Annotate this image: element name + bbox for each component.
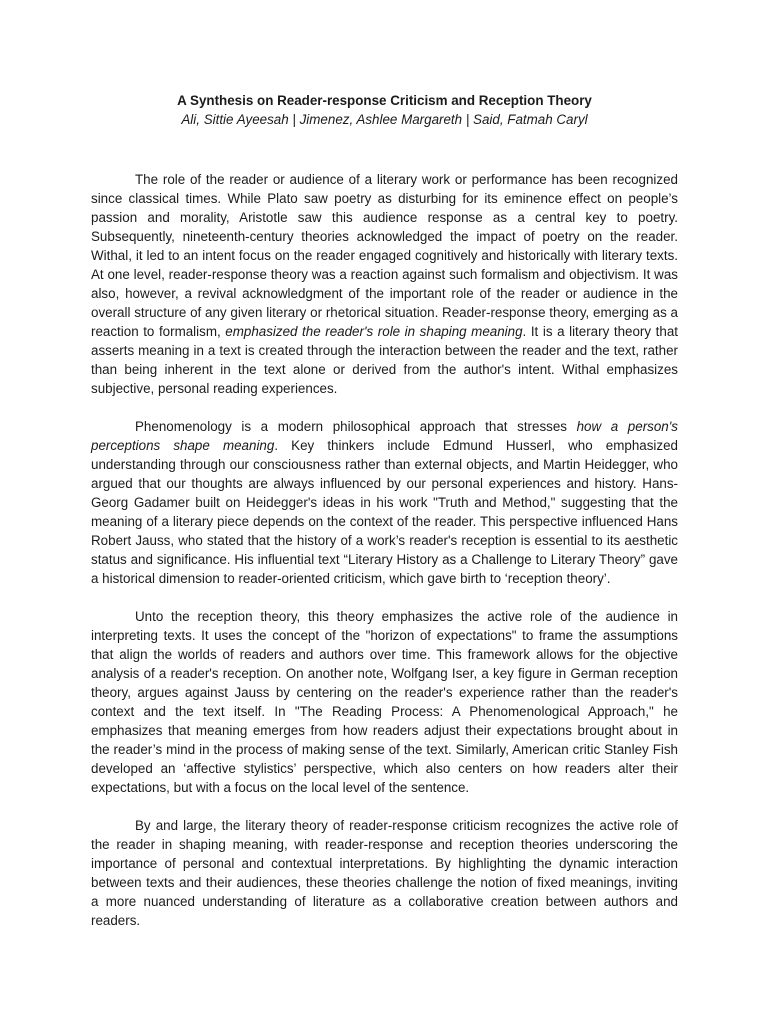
paragraph-text: The role of the reader or audience of a literary work or performance has been recognized since classical times. While Plato saw poetry as disturbing for its eminence effect on people’s passion and morality, Aristotle saw this audience response as a central key to poetry. Subsequently, nineteenth-century theories acknowledged the impact of poetry on the reader. Withal, it led to an intent focus on the reader engaged cognitively and historically with literary texts. At one level, reader-response theory was a reaction against such formalism and objectivism. It was also, however, a revival acknowledgment of the important role of the reader or audience in the overall structure of any given literary or rhetorical situation. Reader-response theory, emerging as a reaction to formalism, [91, 172, 678, 339]
paragraph-reception-theory: Unto the reception theory, this theory emphasizes the active role of the audience in interpreting texts. It uses the concept of the "horizon of expectations" to frame the assumptions that align the worlds of readers and authors over time. This framework allows for the objective analysis of a reader's reception. On another note, Wolfgang Iser, a key figure in German reception theory, argues against Jauss by centering on the reader's experience rather than the reader's context and the text itself. In "The Reading Process: A Phenomenological Approach," he emphasizes that meaning emerges from how readers adjust their expectations brought about in the reader’s mind in the process of making sense of the text. Similarly, American critic Stanley Fish developed an ‘affective stylistics’ perspective, which also centers on how readers alter their expectations, but with a focus on the local level of the sentence. [91, 609, 678, 795]
paragraph-reader-response [91, 170, 678, 398]
paragraph-phenomenology [91, 417, 678, 588]
paragraph-text: Phenomenology is a modern philosophical approach that stresses [135, 419, 577, 434]
document-authors: Ali, Sittie Ayeesah | Jimenez, Ashlee Margareth | Said, Fatmah Caryl [181, 112, 588, 127]
paragraph-text: . It is a literary theory that asserts meaning in a text is created through the interaction between the reader and the text, rather than being inherent in the text alone or derived from the author's intent. Withal emphasizes subjective, personal reading experiences. [91, 324, 678, 396]
paragraph-text: . Key thinkers include Edmund Husserl, who emphasized understanding through our consciousness rather than external objects, and Martin Heidegger, who argued that our thoughts are always influenced by our personal experiences and history. Hans-Georg Gadamer built on Heidegger's ideas in his work "Truth and Method," suggesting that the meaning of a literary piece depends on the context of the reader. This perspective influenced Hans Robert Jauss, who stated that the history of a work’s reader's reception is essential to its aesthetic status and significance. His influential text “Literary History as a Challenge to Literary Theory” gave a historical dimension to reader-oriented criticism, which gave birth to ‘reception theory’. [91, 438, 678, 586]
paragraph-emphasis: emphasized the reader's role in shaping meaning [225, 324, 523, 339]
document-title: A Synthesis on Reader-response Criticism and Reception Theory [177, 93, 592, 108]
paragraph-emphasis: how a person's perceptions shape meaning [91, 419, 678, 453]
paragraph-conclusion: By and large, the literary theory of reader-response criticism recognizes the active role of the reader in shaping meaning, with reader-response and reception theories underscoring the importance of personal and contextual interpretations. By highlighting the dynamic interaction between texts and their audiences, these theories challenge the notion of fixed meanings, inviting a more nuanced understanding of literature as a collaborative creation between authors and readers. [91, 818, 678, 928]
